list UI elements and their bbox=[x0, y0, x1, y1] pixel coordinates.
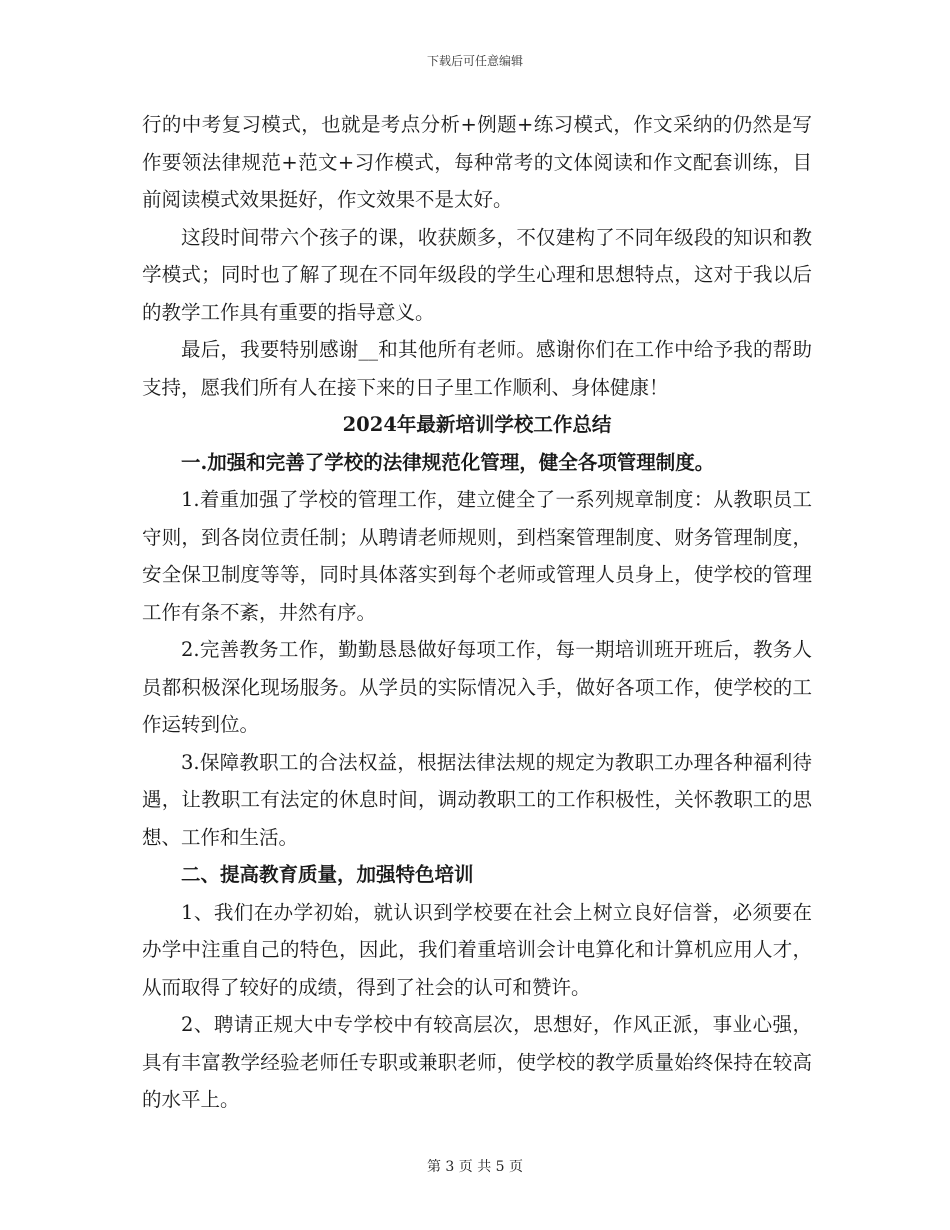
section-heading: 二、提高教育质量，加强特色培训 bbox=[181, 863, 474, 886]
paragraph: 最后，我要特别感谢__和其他所有老师。感谢你们在工作中给予我的帮助支持，愿我们所有人在接下来的日子里工作顺利、身体健康！ bbox=[142, 338, 812, 399]
section-heading: 一.加强和完善了学校的法律规范化管理，健全各项管理制度。 bbox=[181, 450, 715, 474]
page-footer: 第 3 页 共 5 页 bbox=[426, 1159, 524, 1175]
paragraph: 2、聘请正规大中专学校中有较高层次，思想好，作风正派，事业心强，具有丰富教学经验老师任专职或兼职老师，使学校的教学质量始终保持在较高的水平上。 bbox=[142, 1013, 812, 1111]
paragraph: 1.着重加强了学校的管理工作，建立健全了一系列规章制度：从教职员工守则，到各岗位责任制；从聘请老师规则，到档案管理制度、财务管理制度，安全保卫制度等等，同时具体落实到每个老师或管理人员身上，使学校的管理工作有条不紊，井然有序。 bbox=[142, 488, 812, 624]
page-header: 下载后可任意编辑 bbox=[426, 54, 523, 68]
paragraph: 1、我们在办学初始，就认识到学校要在社会上树立良好信誉，必须要在办学中注重自己的特色，因此，我们着重培训会计电算化和计算机应用人才，从而取得了较好的成绩，得到了社会的认可和赞许。 bbox=[142, 900, 812, 999]
section-title: 2024年最新培训学校工作总结 bbox=[342, 413, 612, 436]
paragraph: 行的中考复习模式，也就是考点分析+例题+练习模式，作文采纳的仍然是写作要领法律规范+范文+习作模式，每种常考的文体阅读和作文配套训练，目前阅读模式效果挺好，作文效果不是太好。 bbox=[142, 113, 812, 211]
paragraph: 这段时间带六个孩子的课，收获颇多，不仅建构了不同年级段的知识和教学模式；同时也了解了现在不同年级段的学生心理和思想特点，这对于我以后的教学工作具有重要的指导意义。 bbox=[142, 225, 812, 324]
paragraph: 3.保障教职工的合法权益，根据法律法规的规定为教职工办理各种福利待遇，让教职工有法定的休息时间，调动教职工的工作积极性，关怀教职工的思想、工作和生活。 bbox=[142, 750, 812, 849]
paragraph: 2.完善教务工作，勤勤恳恳做好每项工作，每一期培训班开班后，教务人员都积极深化现场服务。从学员的实际情况入手，做好各项工作，使学校的工作运转到位。 bbox=[142, 638, 812, 736]
document-body bbox=[142, 106, 812, 1119]
